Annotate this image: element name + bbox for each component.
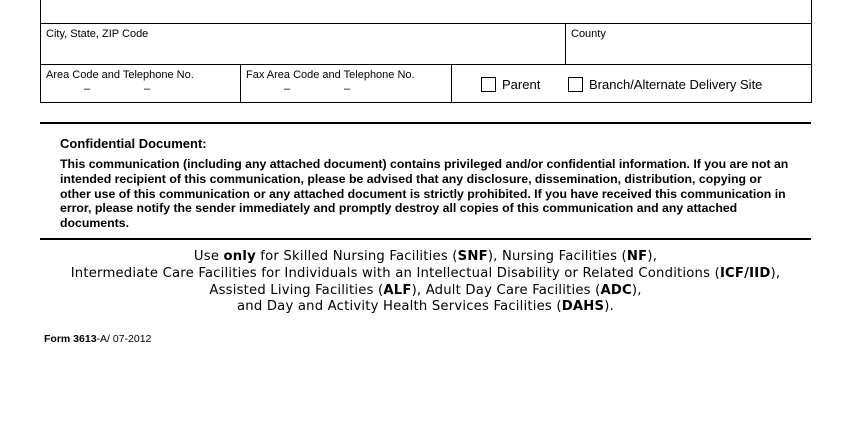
parent-label: Parent	[502, 77, 541, 92]
fax-dash: –	[284, 83, 291, 95]
form-number: Form 3613-A/ 07-2012	[44, 333, 152, 345]
fax-telephone-field[interactable]	[240, 64, 452, 103]
divider-top	[40, 122, 811, 124]
divider-bottom	[40, 238, 811, 240]
phone-dash: –	[144, 83, 151, 95]
usage-line-2: Intermediate Care Facilities for Individuals with an Intellectual Disability or Related Conditions (ICF/IID),	[70, 266, 781, 281]
county-label: County	[571, 28, 606, 40]
city-state-zip-label: City, State, ZIP Code	[46, 28, 149, 40]
fax-dash: –	[344, 83, 351, 95]
usage-line-1: Use only for Skilled Nursing Facilities (SNF), Nursing Facilities (NF),	[193, 249, 658, 264]
parent-checkbox[interactable]	[481, 77, 496, 92]
area-code-telephone-label: Area Code and Telephone No.	[46, 69, 194, 81]
fax-telephone-label: Fax Area Code and Telephone No.	[246, 69, 415, 81]
branch-alternate-checkbox[interactable]	[568, 77, 583, 92]
area-code-telephone-field[interactable]	[40, 64, 241, 103]
confidential-notice: This communication (including any attached document) contains privileged and/or confidential information. If you are not an intended recipient of this communication, please be advised that any disclosure, dissemination, distribution, copying or other use of this communication or any attached document is strictly prohibited. If you have received this communication in error, please notify the sender immediately and promptly destroy all copies of this communication and any attached documents.	[60, 157, 789, 231]
usage-line-4: and Day and Activity Health Services Facilities (DAHS).	[237, 299, 614, 314]
county-field[interactable]	[565, 23, 812, 65]
usage-line-3: Assisted Living Facilities (ALF), Adult Day Care Facilities (ADC),	[209, 283, 642, 298]
top-field-cell[interactable]	[40, 0, 812, 24]
phone-dash: –	[84, 83, 91, 95]
delivery-type-cell	[451, 64, 812, 103]
confidential-title: Confidential Document:	[60, 136, 207, 151]
city-state-zip-field[interactable]	[40, 23, 566, 65]
branch-alternate-label: Branch/Alternate Delivery Site	[589, 77, 763, 92]
